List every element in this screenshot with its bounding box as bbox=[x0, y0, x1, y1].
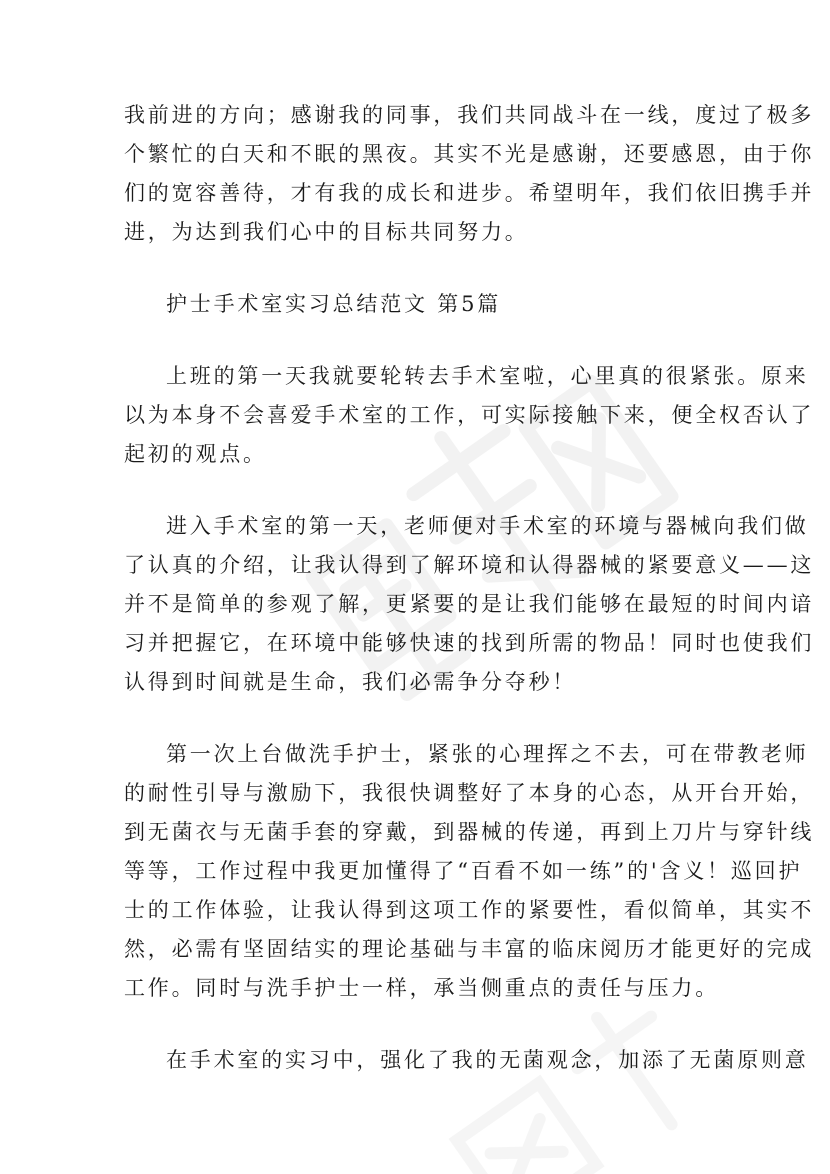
paragraph-line: 然，必需有坚固结实的理论基础与丰富的临床阅历才能更好的完成 bbox=[124, 937, 815, 961]
paragraph-line: 认得到时间就是生命，我们必需争分夺秒！ bbox=[124, 670, 577, 694]
paragraph-line: 士的工作体验，让我认得到这项工作的紧要性，看似简单，其实不 bbox=[124, 898, 815, 922]
paragraph-line: 以为本身不会喜爱手术室的工作，可实际接触下来，便全权否认了 bbox=[124, 403, 815, 427]
paragraph-line: 进，为达到我们心中的目标共同努力。 bbox=[124, 220, 529, 244]
paragraph-line: 我前进的方向；感谢我的同事，我们共同战斗在一线，度过了极多 bbox=[124, 103, 815, 127]
paragraph-line: 们的宽容善待，才有我的成长和进步。希望明年，我们依旧携手并 bbox=[124, 181, 815, 205]
paragraph-line: 了认真的介绍，让我认得到了解环境和认得器械的紧要意义——这 bbox=[124, 553, 815, 577]
paragraph-line: 等等，工作过程中我更加懂得了“百看不如一练”的'含义！巡回护 bbox=[124, 859, 803, 883]
paragraph-line: 进入手术室的第一天，老师便对手术室的环境与器械向我们做 bbox=[166, 514, 809, 538]
paragraph-line: 的耐性引导与激励下，我很快调整好了本身的心态，从开台开始， bbox=[124, 781, 815, 805]
document-body bbox=[124, 96, 815, 1080]
section-heading: 护士手术室实习总结范文 第5篇 bbox=[166, 292, 502, 316]
paragraph-line: 到无菌衣与无菌手套的穿戴，到器械的传递，再到上刀片与穿针线 bbox=[124, 820, 815, 844]
paragraph-line: 习并把握它，在环境中能够快速的找到所需的物品！同时也使我们 bbox=[124, 631, 815, 655]
paragraph-line: 在手术室的实习中，强化了我的无菌观念，加添了无菌原则意 bbox=[166, 1048, 809, 1072]
paragraph-line: 并不是简单的参观了解，更紧要的是让我们能够在最短的时间内谙 bbox=[124, 592, 815, 616]
paragraph-line: 工作。同时与洗手护士一样，承当侧重点的责任与压力。 bbox=[124, 976, 719, 1000]
paragraph-line: 起初的观点。 bbox=[124, 442, 267, 466]
paragraph-line: 上班的第一天我就要轮转去手术室啦，心里真的很紧张。原来 bbox=[166, 364, 809, 388]
paragraph-line: 第一次上台做洗手护士，紧张的心理挥之不去，可在带教老师 bbox=[166, 742, 809, 766]
paragraph-line: 个繁忙的白天和不眠的黑夜。其实不光是感谢，还要感恩，由于你 bbox=[124, 142, 815, 166]
